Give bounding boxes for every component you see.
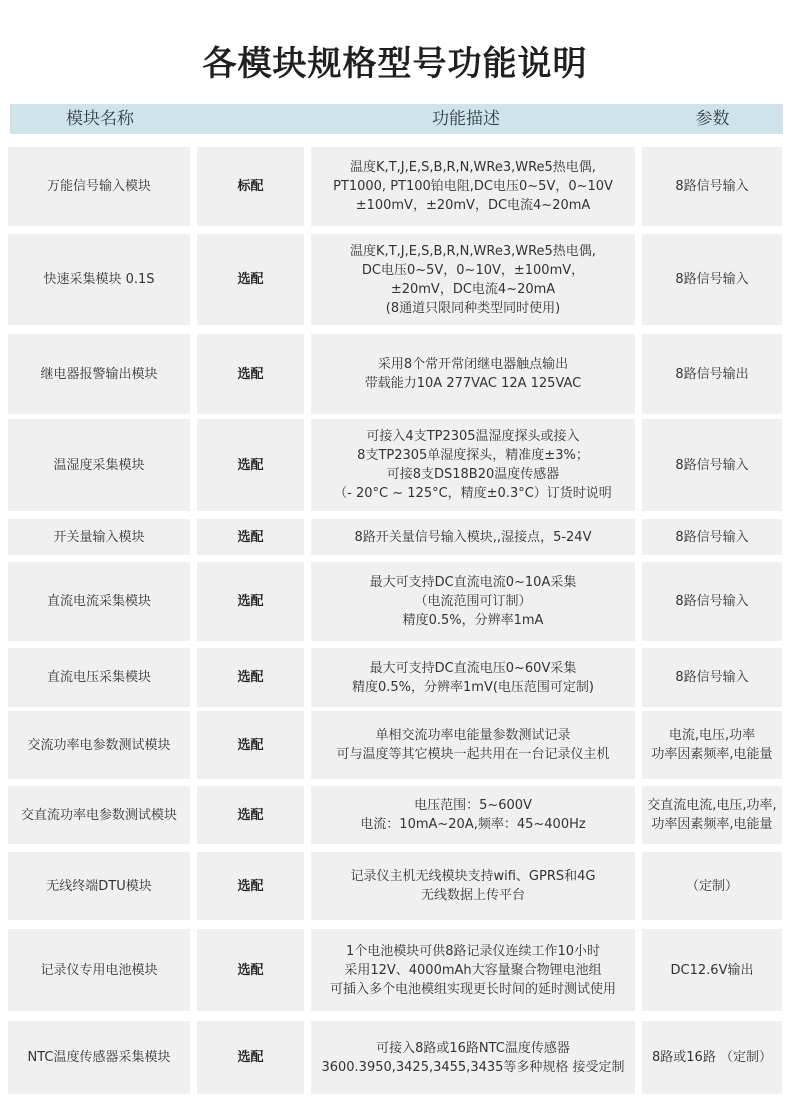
function-line: 1个电池模块可供8路记录仪连续工作10小时 [345, 943, 601, 959]
function-line: 最大可支持DC直流电压0~60V采集 [369, 660, 577, 676]
function-line: ±100mV，±20mV，DC电流4~20mA [355, 198, 591, 213]
config-cell: 选配 [197, 562, 304, 641]
function-line: 可接入8路或16路NTC温度传感器 [376, 1040, 570, 1056]
table-header [10, 104, 783, 134]
function-line: 可接入4支TP2305温湿度探头或接入 [366, 429, 580, 444]
parameter-cell [642, 147, 782, 226]
function-description-cell [311, 929, 635, 1011]
function-line: 带载能力10A 277VAC 12A 125VAC [364, 376, 582, 391]
config-cell: 选配 [197, 1021, 304, 1094]
function-line: PT1000, PT100铂电阻,DC电压0~5V，0~10V [333, 179, 613, 194]
module-name-cell: 交直流功率电参数测试模块 [8, 786, 190, 844]
function-line: 温度K,T,J,E,S,B,R,N,WRe3,WRe5热电偶, [350, 160, 596, 175]
parameter-line: 8路信号输入 [675, 272, 749, 287]
function-line: （- 20°C ~ 125°C，精度±0.3°C）订货时说明 [334, 486, 612, 501]
module-name-cell: 继电器报警输出模块 [8, 334, 190, 414]
parameter-cell [642, 419, 782, 511]
table-row [0, 334, 790, 414]
table-row [0, 852, 790, 920]
function-line: 3600.3950,3425,3455,3435等多种规格 接受定制 [321, 1059, 625, 1075]
function-line: 可接8支DS18B20温度传感器 [386, 467, 560, 482]
function-line: ±20mV，DC电流4~20mA [390, 281, 556, 297]
table-row [0, 234, 790, 325]
function-description-cell [311, 419, 635, 511]
parameter-line: DC12.6V输出 [670, 962, 754, 978]
function-description-cell [311, 852, 635, 920]
parameter-line: 功率因素频率,电能量 [651, 817, 773, 832]
parameter-line: 交直流电流,电压,功率, [647, 798, 777, 813]
function-line: （电流范围可订制） [414, 594, 532, 609]
function-line: 8支TP2305单湿度探头，精准度±3%； [357, 448, 589, 463]
parameter-line: 8路信号输入 [675, 670, 749, 685]
table-row [0, 648, 790, 707]
parameter-cell [642, 334, 782, 414]
function-line: (8通道只限同种类型同时使用) [385, 300, 561, 316]
table-row [0, 147, 790, 226]
function-description-cell [311, 1021, 635, 1094]
module-name-cell: 交流功率电参数测试模块 [8, 711, 190, 779]
function-line: 可与温度等其它模块一起共用在一台记录仪主机 [336, 747, 610, 762]
function-line: 8路开关量信号输入模块,,湿接点，5-24V [354, 529, 592, 545]
parameter-cell [642, 1021, 782, 1094]
function-description-cell [311, 519, 635, 555]
parameter-cell [642, 711, 782, 779]
function-description-cell [311, 147, 635, 226]
function-line: 精度0.5%，分辨率1mV(电压范围可定制) [352, 679, 594, 695]
header-module-name: 模块名称 [66, 109, 134, 129]
config-cell: 选配 [197, 786, 304, 844]
parameter-line: 电流,电压,功率 [668, 728, 756, 743]
function-description-cell [311, 562, 635, 641]
function-line: DC电压0~5V，0~10V，±100mV， [361, 262, 585, 278]
function-description-cell [311, 648, 635, 707]
table-row [0, 1021, 790, 1094]
parameter-line: 8路信号输入 [675, 457, 749, 473]
module-name-cell: 记录仪专用电池模块 [8, 929, 190, 1011]
function-line: 精度0.5%，分辨率1mA [402, 613, 544, 628]
module-name-cell: 快速采集模块 0.1S [8, 234, 190, 325]
parameter-line: （定制） [685, 878, 738, 894]
config-cell: 选配 [197, 234, 304, 325]
parameter-line: 功率因素频率,电能量 [651, 747, 773, 762]
parameter-cell [642, 929, 782, 1011]
parameter-cell [642, 519, 782, 555]
parameter-line: 8路信号输入 [675, 529, 749, 545]
parameter-cell [642, 648, 782, 707]
module-name-cell: 直流电流采集模块 [8, 562, 190, 641]
function-line: 温度K,T,J,E,S,B,R,N,WRe3,WRe5热电偶, [350, 243, 596, 259]
function-line: 最大可支持DC直流电流0~10A采集 [369, 575, 577, 590]
table-row [0, 786, 790, 844]
function-description-cell [311, 711, 635, 779]
function-line: 电流：10mA~20A,频率：45~400Hz [360, 817, 586, 832]
parameter-cell [642, 852, 782, 920]
header-function-description: 功能描述 [432, 109, 500, 129]
config-cell: 选配 [197, 519, 304, 555]
config-cell: 选配 [197, 852, 304, 920]
config-cell: 选配 [197, 419, 304, 511]
parameter-cell [642, 234, 782, 325]
header-parameters: 参数 [695, 109, 730, 129]
config-cell: 选配 [197, 711, 304, 779]
config-cell: 选配 [197, 929, 304, 1011]
parameter-cell [642, 562, 782, 641]
module-name-cell: NTC温度传感器采集模块 [8, 1021, 190, 1094]
function-line: 单相交流功率电能量参数测试记录 [375, 728, 571, 743]
function-description-cell [311, 786, 635, 844]
module-name-cell: 开关量输入模块 [8, 519, 190, 555]
table-row [0, 519, 790, 555]
module-name-cell: 无线终端DTU模块 [8, 852, 190, 920]
module-name-cell: 万能信号输入模块 [8, 147, 190, 226]
table-row [0, 711, 790, 779]
page-title: 各模块规格型号功能说明 [202, 44, 588, 84]
table-row [0, 929, 790, 1011]
parameter-line: 8路或16路 （定制） [652, 1050, 772, 1065]
function-line: 可插入多个电池模组实现更长时间的延时测试使用 [329, 981, 616, 997]
function-line: 采用12V、4000mAh大容量聚合物锂电池组 [344, 962, 602, 978]
function-line: 采用8个常开常闭继电器触点输出 [377, 357, 569, 372]
config-cell: 选配 [197, 648, 304, 707]
function-description-cell [311, 234, 635, 325]
config-cell: 选配 [197, 334, 304, 414]
config-cell: 标配 [197, 147, 304, 226]
function-description-cell [311, 334, 635, 414]
module-name-cell: 温湿度采集模块 [8, 419, 190, 511]
table-row [0, 562, 790, 641]
function-line: 无线数据上传平台 [420, 888, 525, 903]
parameter-line: 8路信号输入 [675, 179, 749, 194]
parameter-line: 8路信号输出 [675, 366, 749, 382]
module-name-cell: 直流电压采集模块 [8, 648, 190, 707]
parameter-line: 8路信号输入 [675, 594, 749, 609]
function-line: 记录仪主机无线模块支持wifi、GPRS和4G [350, 869, 596, 884]
table-row [0, 419, 790, 511]
function-line: 电压范围：5~600V [414, 798, 532, 813]
parameter-cell [642, 786, 782, 844]
